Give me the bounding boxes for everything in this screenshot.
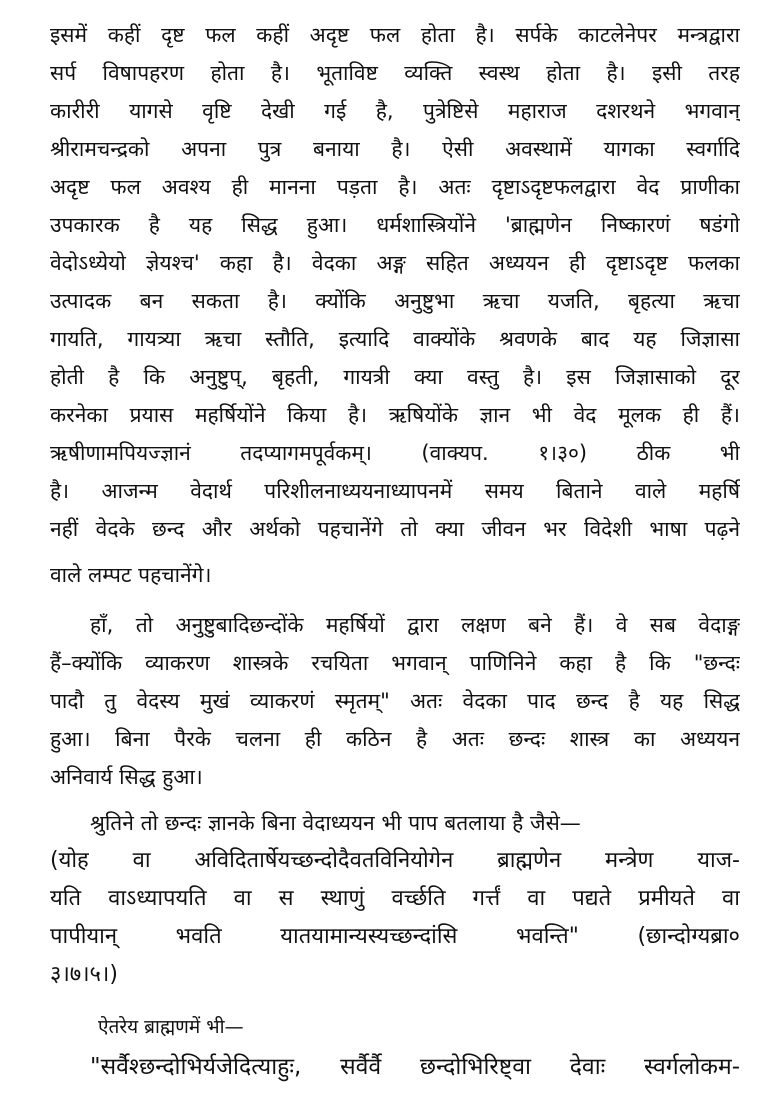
text-line: होती है कि अनुष्टुप्, बृहती, गायत्री क्या वस्तु है। इस जिज्ञासाको दूर — [50, 365, 740, 389]
text-line: उत्पादक बन सकता है। क्योंकि अनुष्टुभा ऋचा यजति, बृहत्या ऋचा — [50, 289, 740, 313]
text-line: हैं–क्योंकि व्याकरण शास्त्रके रचयिता भगवान् पाणिनिने कहा है कि "छन्दः — [50, 651, 740, 675]
text-line: हुआ। बिना पैरके चलना ही कठिन है अतः छन्दः शास्त्र का अध्ययन — [50, 727, 740, 751]
text-line: श्रुतिने तो छन्दः ज्ञानके बिना वेदाध्ययन भी पाप बतलाया है जैसे— — [90, 811, 581, 835]
text-line: (योह वा अविदितार्षेयच्छन्दोदैवतविनियोगेन ब्राह्मणेन मन्त्रेण याज- — [50, 848, 740, 873]
text-line: है। आजन्म वेदार्थ परिशीलनाध्ययनाध्यापनमें समय बिताने वाले महर्षि — [50, 479, 740, 503]
text-line: वाले लम्पट पहचानेंगे। — [50, 563, 212, 587]
text-line: इसमें कहीं दृष्ट फल कहीं अदृष्ट फल होता है। सर्पके काटलेनेपर मन्त्रद्वारा — [50, 23, 740, 47]
text-line: वेदोऽध्येयो ज्ञेयश्च' कहा है। वेदका अङ्ग सहित अध्ययन ही दृष्टाऽदृष्ट फलका — [50, 251, 740, 275]
text-line: अदृष्ट फल अवश्य ही मानना पड़ता है। अतः दृष्टाऽदृष्टफलद्वारा वेद प्राणीका — [50, 175, 740, 199]
text-line: कारीरी यागसे वृष्टि देखी गई है, पुत्रेष्टिसे महाराज दशरथने भगवान् — [50, 99, 740, 123]
text-line: यति वाऽध्यापयति वा स स्थाणुं वर्च्छति गर्त्तं वा पद्यते प्रमीयते वा — [50, 886, 740, 911]
text-line: ऋषीणामपियज्ज्ञानं तदप्यागमपूर्वकम्। (वाक्यप. १।३०) ठीक भी — [50, 441, 740, 465]
text-line: करनेका प्रयास महर्षियोंने किया है। ऋषियोंके ज्ञान भी वेद मूलक ही हैं। — [50, 403, 740, 427]
section-label: ऐतरेय ब्राह्मणमें भी— — [98, 1016, 244, 1038]
text-line: उपकारक है यह सिद्ध हुआ। धर्मशास्त्रियोंने 'ब्राह्मणेन निष्कारणं षडंगो — [50, 213, 740, 237]
text-line: पापीयान् भवति यातयामान्यस्यच्छन्दांसि भवन्ति" (छान्दोग्यब्रा० — [50, 924, 740, 949]
text-line: गायति, गायत्र्या ऋचा स्तौति, इत्यादि वाक्योंके श्रवणके बाद यह जिज्ञासा — [50, 327, 740, 351]
text-line: अनिवार्य सिद्ध हुआ। — [50, 765, 203, 789]
text-line: सर्प विषापहरण होता है। भूताविष्ट व्यक्ति स्वस्थ होता है। इसी तरह — [50, 61, 740, 85]
text-line: "सर्वैश्छन्दोभिर्यजेदित्याहुः, सर्वैर्वै छन्दोभिरिष्ट्वा देवाः स्वर्गलोकम- — [90, 1054, 740, 1080]
text-line: ३।७।५।) — [50, 962, 118, 987]
text-line: पादौ तु वेदस्य मुखं व्याकरणं स्मृतम्" अतः वेदका पाद छन्द है यह सिद्ध — [50, 689, 740, 713]
text-line: श्रीरामचन्द्रको अपना पुत्र बनाया है। ऐसी अवस्थामें यागका स्वर्गादि — [50, 137, 740, 161]
text-line: हाँ, तो अनुष्टुबादिछन्दोंके महर्षियों द्वारा लक्षण बने हैं। वे सब वेदाङ्ग — [90, 613, 740, 637]
text-line: नहीं वेदके छन्द और अर्थको पहचानेंगे तो क्या जीवन भर विदेशी भाषा पढ़ने — [50, 517, 740, 541]
